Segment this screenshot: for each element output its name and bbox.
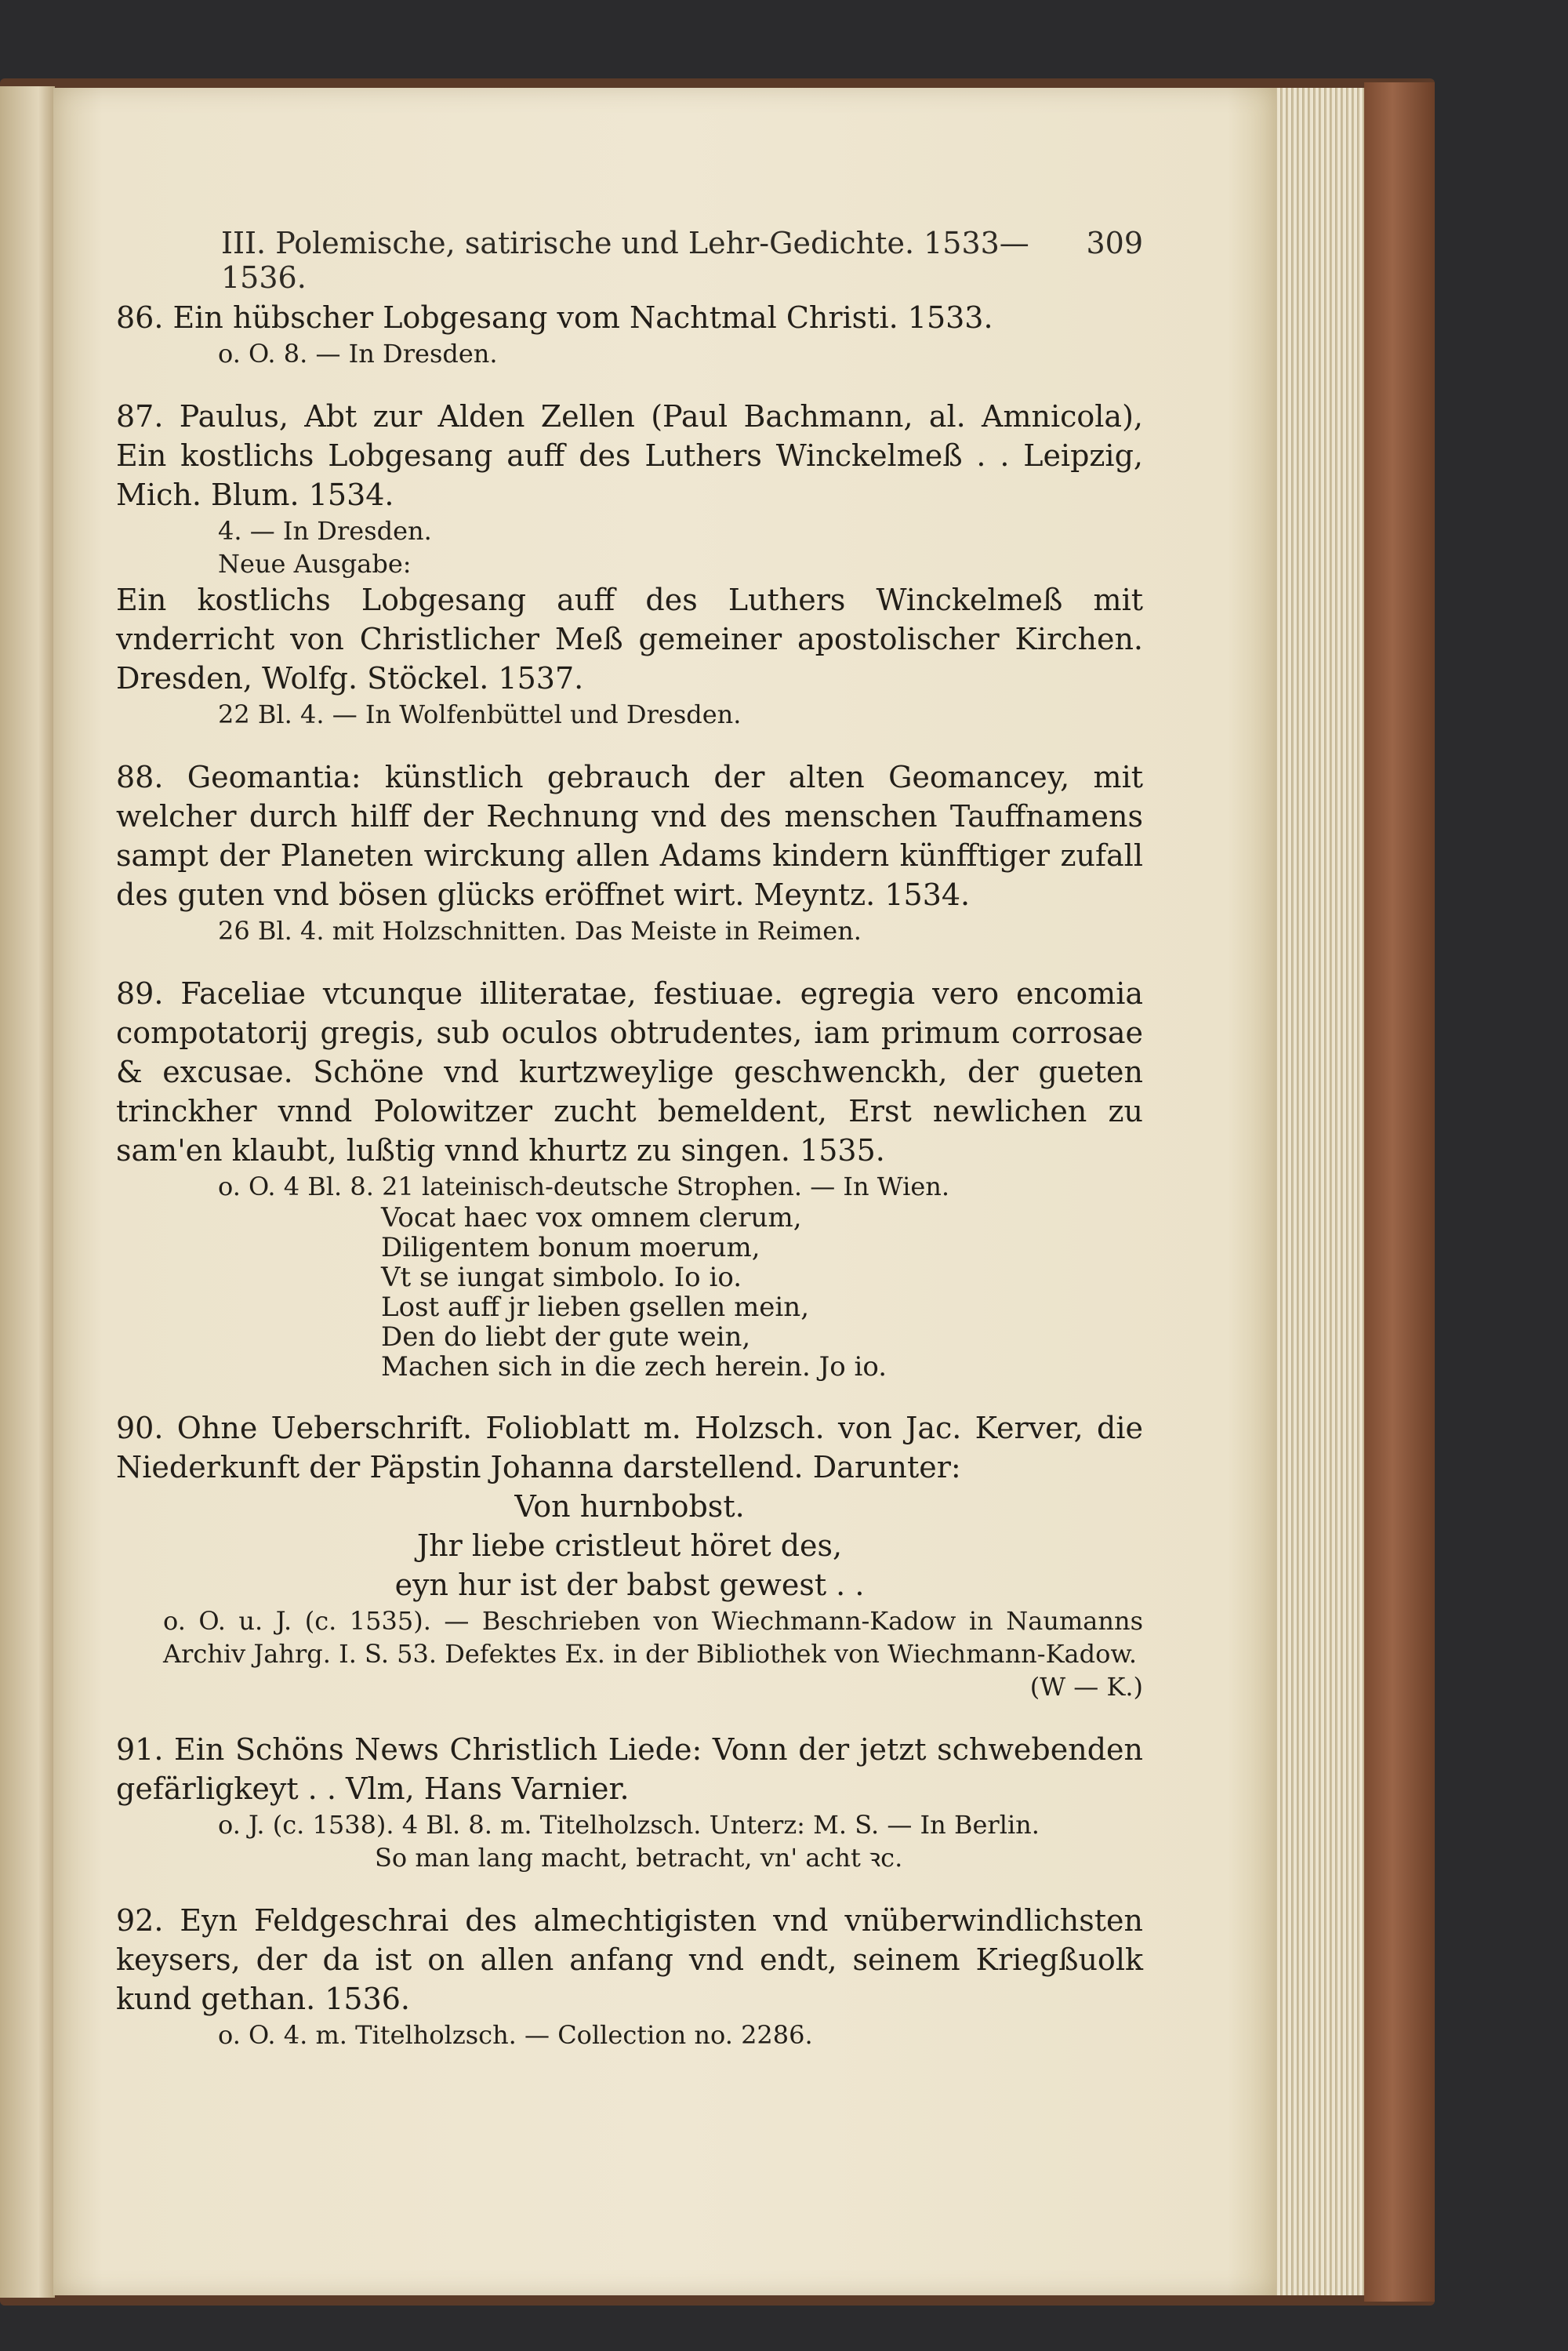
entry-title: 91. Ein Schöns News Christlich Liede: Vonn der jetzt schwebenden gefärligkeyt . . Vlm, Hans Varnier. — [116, 1732, 1143, 1806]
entry-title: 87. Paulus, Abt zur Alden Zellen (Paul Bachmann, al. Amnicola), Ein kostlichs Lobgesang auff des Luthers Winckelmeß . . Leipzig, Mich. Blum. 1534. — [116, 399, 1143, 512]
entry-89 — [116, 974, 1143, 1382]
verse-line: Vocat haec vox omnem clerum, — [381, 1202, 802, 1234]
entry-90 — [116, 1408, 1143, 1703]
entry-note: o. O. 4 Bl. 8. 21 lateinisch-deutsche Strophen. — In Wien. — [218, 1172, 950, 1201]
entry-note: o. O. 8. — In Dresden. — [218, 339, 498, 369]
book-spine — [1364, 82, 1435, 2302]
entry-note: 22 Bl. 4. — In Wolfenbüttel und Dresden. — [218, 699, 742, 729]
entry-88 — [116, 758, 1143, 947]
verse-line: Von hurnbobst. — [514, 1489, 745, 1524]
verse-line: Diligentem bonum moerum, — [381, 1232, 760, 1263]
entry-note: 4. — In Dresden. — [218, 516, 432, 546]
running-head — [221, 226, 1143, 295]
entry-note: o. O. u. J. (c. 1535). — Beschrieben von Wiechmann-Kadow in Naumanns Archiv Jahrg. I. S. 53. Defektes Ex. in der Bibliothek von Wiechmann-Kadow. — [163, 1606, 1143, 1669]
entry-91 — [116, 1730, 1143, 1874]
verse-line: Jhr liebe cristleut höret des, — [416, 1528, 843, 1563]
verse-line: eyn hur ist der babst gewest . . — [394, 1568, 865, 1602]
verse-line: So man lang macht, betracht, vn' acht ꝛc. — [375, 1843, 903, 1873]
entry-title: 92. Eyn Feldgeschrai des almechtigisten vnd vnüberwindlichsten keysers, der da ist on allen anfang vnd endt, seinem Kriegßuolk kund gethan. 1536. — [116, 1903, 1143, 2016]
entry-title: 90. Ohne Ueberschrift. Folioblatt m. Holzsch. von Jac. Kerver, die Niederkunft der Päpstin Johanna darstellend. Darunter: — [116, 1411, 1143, 1484]
verse-line: Lost auff jr lieben gsellen mein, — [381, 1292, 810, 1323]
entry-text: Ein kostlichs Lobgesang auff des Luthers Winckelmeß mit vnderricht von Christlicher Meß gemeiner apostolischer Kirchen. Dresden, Wolfg. Stöckel. 1537. — [116, 583, 1143, 696]
page-number: 309 — [1086, 226, 1143, 260]
verse-line: Den do liebt der gute wein, — [381, 1321, 751, 1353]
entry-title: 88. Geomantia: künstlich gebrauch der alten Geomancey, mit welcher durch hilff der Rechnung vnd des menschen Tauffnamens sampt der Planeten wirckung allen Adams kindern künfftiger zufall des guten vnd bösen glücks eröffnet wirt. Meyntz. 1534. — [116, 760, 1143, 912]
entry-title: 89. Faceliae vtcunque illiteratae, festiuae. egregia vero encomia compotatorij gregis, sub oculos obtrudentes, iam primum corrosae & excusae. Schöne vnd kurtzweylige geschwenckh, der gueten trinckher vnnd Polowitzer zucht bemeldent, Erst newlichen zu sam'en klaubt, lußtig vnnd khurtz zu singen. 1535. — [116, 976, 1143, 1168]
page-content — [116, 298, 1143, 2078]
entry-92 — [116, 1901, 1143, 2051]
page-edges — [1270, 88, 1364, 2295]
verse-line: Machen sich in die zech herein. Jo io. — [381, 1351, 887, 1383]
signature-line — [116, 1670, 1143, 1703]
entry-note: 26 Bl. 4. mit Holzschnitten. Das Meiste in Reimen. — [218, 916, 862, 946]
entry-note: o. J. (c. 1538). 4 Bl. 8. m. Titelholzsch. Unterz: M. S. — In Berlin. — [218, 1810, 1040, 1840]
entry-87 — [116, 397, 1143, 731]
entry-note: o. O. 4. m. Titelholzsch. — Collection no. 2286. — [218, 2020, 813, 2050]
entry-title: 86. Ein hübscher Lobgesang vom Nachtmal Christi. 1533. — [116, 300, 993, 335]
contributor-signature: (W — K.) — [1029, 1672, 1143, 1702]
entry-86 — [116, 298, 1143, 370]
entry-note: Neue Ausgabe: — [218, 549, 412, 579]
running-head-title: III. Polemische, satirische und Lehr-Gedichte. 1533—1536. — [221, 226, 1029, 295]
facing-page-edge — [0, 86, 55, 2298]
verse-line: Vt se iungat simbolo. Io io. — [381, 1262, 742, 1293]
